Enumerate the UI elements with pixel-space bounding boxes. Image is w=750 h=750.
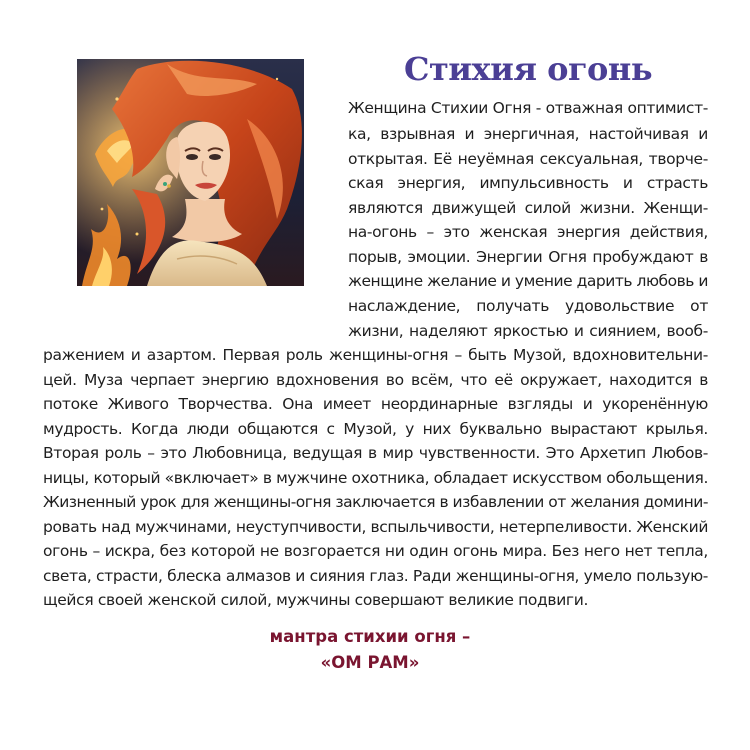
text-line: Жизненный урок для женщины-огня заключается в избавлении от желания домини- [43, 493, 708, 511]
text-line: порыв, эмоции. Энергии Огня пробуждают в [348, 248, 708, 266]
text-line: жизни, наделяют яркостью и сиянием, вооб- [348, 322, 708, 340]
text-line: ницы, который «включает» в мужчине охотника, обладает искусством обольщения. [43, 469, 708, 487]
text-line: Вторая роль – это Любовница, ведущая в мир чувственности. Это Архетип Любов- [43, 444, 708, 462]
mantra-name: «ОМ РАМ» [320, 653, 420, 672]
fire-woman-illustration [77, 59, 304, 286]
text-line: Женщина Стихии Огня - отважная оптимист- [348, 99, 708, 117]
text-line: ская энергия, импульсивность и страсть [348, 174, 708, 192]
text-line: потоке Живого Творчества. Она имеет неординарные взгляды и укоренённую [43, 395, 708, 413]
text-line: являются движущей силой жизни. Женщи- [348, 199, 708, 217]
mantra-heading: мантра стихии огня – [269, 627, 471, 646]
text-line: женщине желание и умение дарить любовь и [348, 272, 708, 290]
text-line: света, страсти, блеска алмазов и сияния глаз. Ради женщины-огня, умело пользую- [43, 567, 708, 585]
text-line: щейся своей женской силой, мужчины совершают великие подвиги. [43, 591, 589, 609]
text-line: ка, взрывная и энергичная, настойчивая и [348, 125, 708, 143]
text-line: ровать над мужчинами, неуступчивости, вспыльчивости, нетерпеливости. Женский [43, 518, 708, 536]
text-line: наслаждение, получать удовольствие от [348, 297, 708, 315]
text-line: мудрость. Когда люди общаются с Музой, у них буквально вырастают крылья. [43, 420, 708, 438]
page-title: Стихия огонь [403, 50, 653, 88]
text-line: цей. Муза черпает энергию вдохновения во всём, что её окружает, находится в [43, 371, 708, 389]
text-line: ражением и азартом. Первая роль женщины-огня – быть Музой, вдохновительни- [43, 346, 708, 364]
text-line: огонь – искра, без которой не возгорается ни один огонь мира. Без него нет тепла, [43, 542, 708, 560]
text-line: открытая. Её неуёмная сексуальная, творче- [348, 150, 708, 168]
text-line: на-огонь – это женская энергия действия, [348, 223, 708, 241]
